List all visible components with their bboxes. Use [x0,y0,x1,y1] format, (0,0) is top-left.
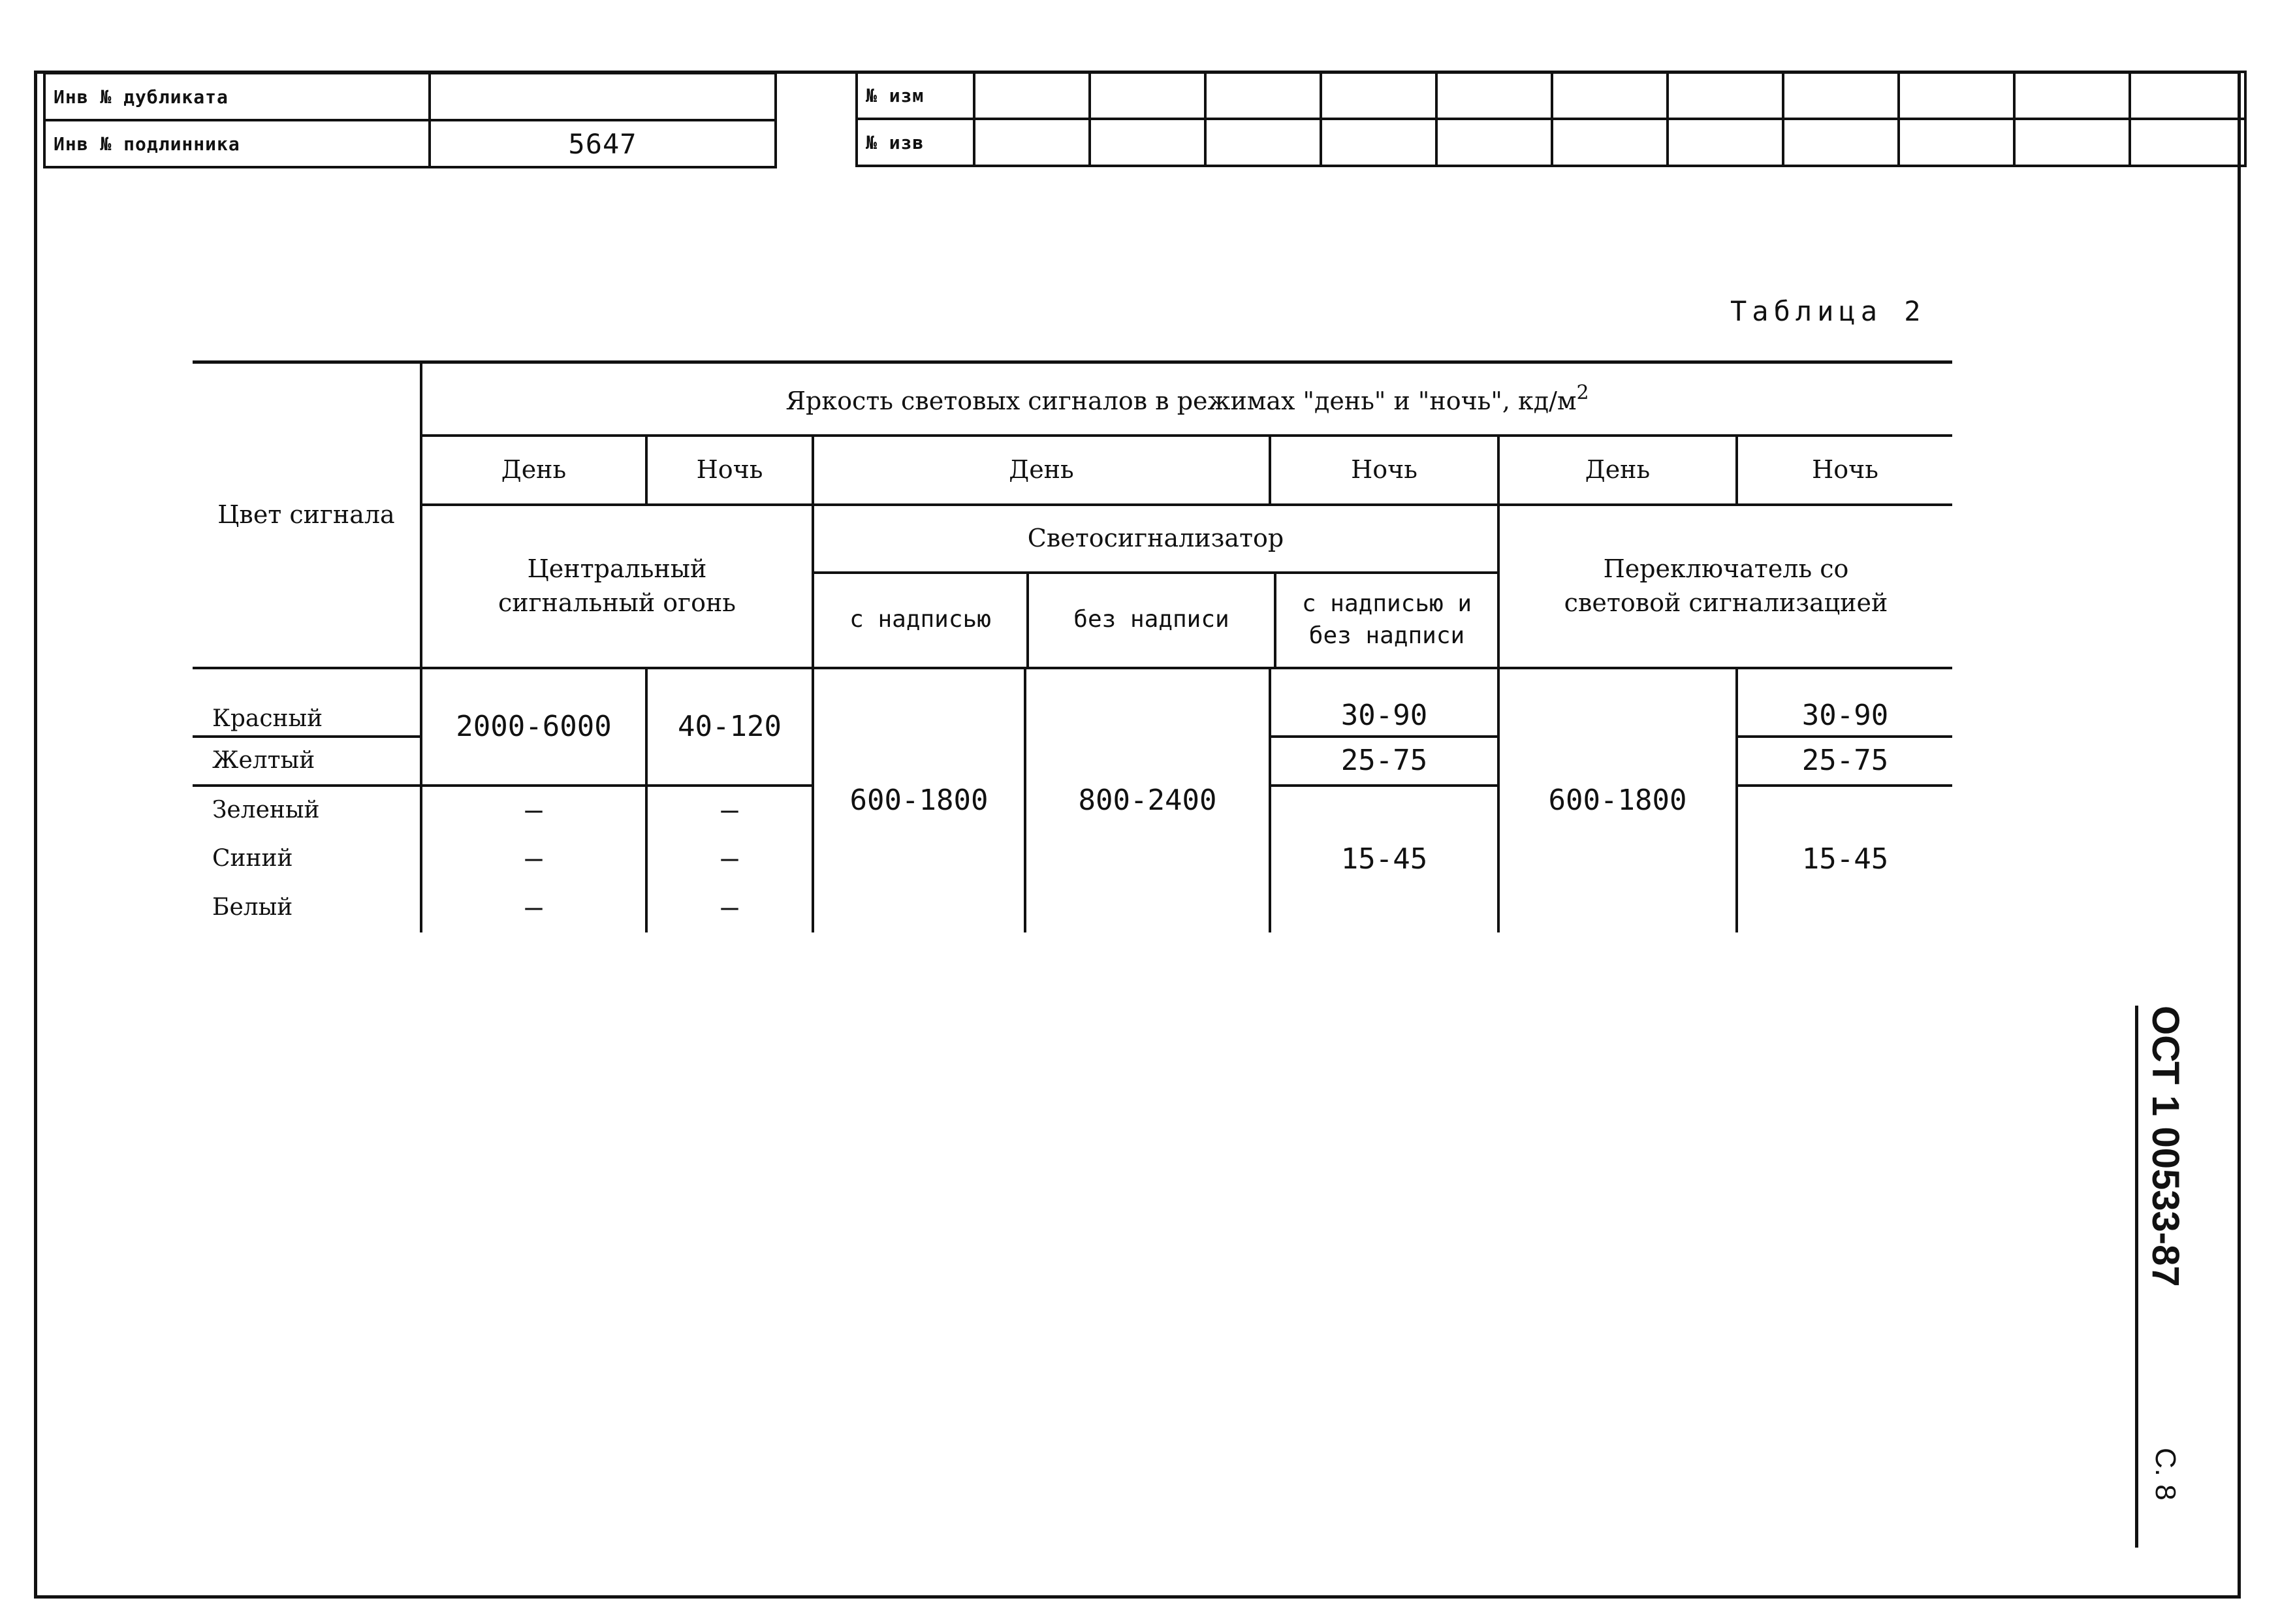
stamp-cell [1205,72,1321,119]
central-night-header: Ночь [646,436,813,505]
switch-night-header: Ночь [1737,436,1952,505]
stamp-cell [1783,72,1899,119]
switch-night-yellow: 25-75 [1737,737,1952,786]
brightness-table [193,360,1952,932]
color-green: Зеленый [193,786,421,835]
stamp-label-change: № изм [857,72,974,119]
stamp-cell [2014,72,2130,119]
central-night-blue: – [646,835,813,884]
central-night-red-yellow: 40-120 [646,668,813,786]
stamp-value-duplicate [430,73,776,120]
indicator-night-header: Ночь [1270,436,1498,505]
stamp-cell [1321,119,1436,166]
stamp-cell [974,119,1090,166]
indicator-with-text-header: с надписью [814,574,1029,667]
indicator-night-other: 15-45 [1270,786,1498,932]
stamp-cell [1321,72,1436,119]
stamp-cell [1090,119,1205,166]
stamp-cell [2014,119,2130,166]
main-header: Яркость световых сигналов в режимах "день" и "ночь", $кд/м^2$ [421,362,1952,436]
stamp-cell [2130,119,2245,166]
stamp-cell [1783,119,1899,166]
color-red: Красный [193,668,421,737]
central-day-header: День [421,436,646,505]
central-night-green: – [646,786,813,835]
switch-group-header: Переключатель со световой сигнализацией [1498,505,1952,668]
indicator-group [813,505,1498,668]
stamp-cell [2130,72,2245,119]
central-group-header: Центральный сигнальный огонь [421,505,813,668]
side-document-code [2135,1006,2187,1548]
stamp-left [43,72,777,168]
color-header: Цвет сигнала [193,362,421,668]
stamp-cell [1552,119,1668,166]
stamp-label-original: Инв № подлинника [44,120,430,167]
indicator-day-header: День [813,436,1270,505]
stamp-right [855,71,2247,167]
indicator-group-header: Светосигнализатор [814,506,1497,574]
indicator-night-yellow: 25-75 [1270,737,1498,786]
stamp-cell [1090,72,1205,119]
central-day-green: – [421,786,646,835]
switch-day: 600-1800 [1498,668,1737,932]
indicator-day-without: 800-2400 [1025,668,1270,932]
stamp-label-duplicate: Инв № дубликата [44,73,430,120]
switch-night-other: 15-45 [1737,786,1952,932]
stamp-cell [1552,72,1668,119]
color-blue: Синий [193,835,421,884]
color-white: Белый [193,884,421,932]
stamp-cell [1205,119,1321,166]
table-caption: Таблица 2 [1730,295,1926,327]
central-day-red-yellow: 2000-6000 [421,668,646,786]
central-night-white: – [646,884,813,932]
stamp-label-notice: № изв [857,119,974,166]
stamp-value-original: 5647 [430,120,776,167]
central-day-white: – [421,884,646,932]
stamp-cell [1436,119,1552,166]
page-number: С. 8 [2149,1447,2181,1501]
stamp-cell [1668,72,1783,119]
switch-day-header: День [1498,436,1737,505]
central-day-blue: – [421,835,646,884]
indicator-without-text-header: без надписи [1029,574,1276,667]
stamp-cell [1668,119,1783,166]
switch-night-red: 30-90 [1737,668,1952,737]
stamp-cell [1899,119,2014,166]
indicator-with-without-header: с надписью и без надписи [1301,590,1472,649]
document-code: ОСТ 1 00533-87 [2144,1006,2187,1287]
stamp-cell [1899,72,2014,119]
indicator-day-with: 600-1800 [813,668,1025,932]
stamp-cell [1436,72,1552,119]
stamp-cell [974,72,1090,119]
indicator-night-red: 30-90 [1270,668,1498,737]
color-yellow: Желтый [193,737,421,786]
